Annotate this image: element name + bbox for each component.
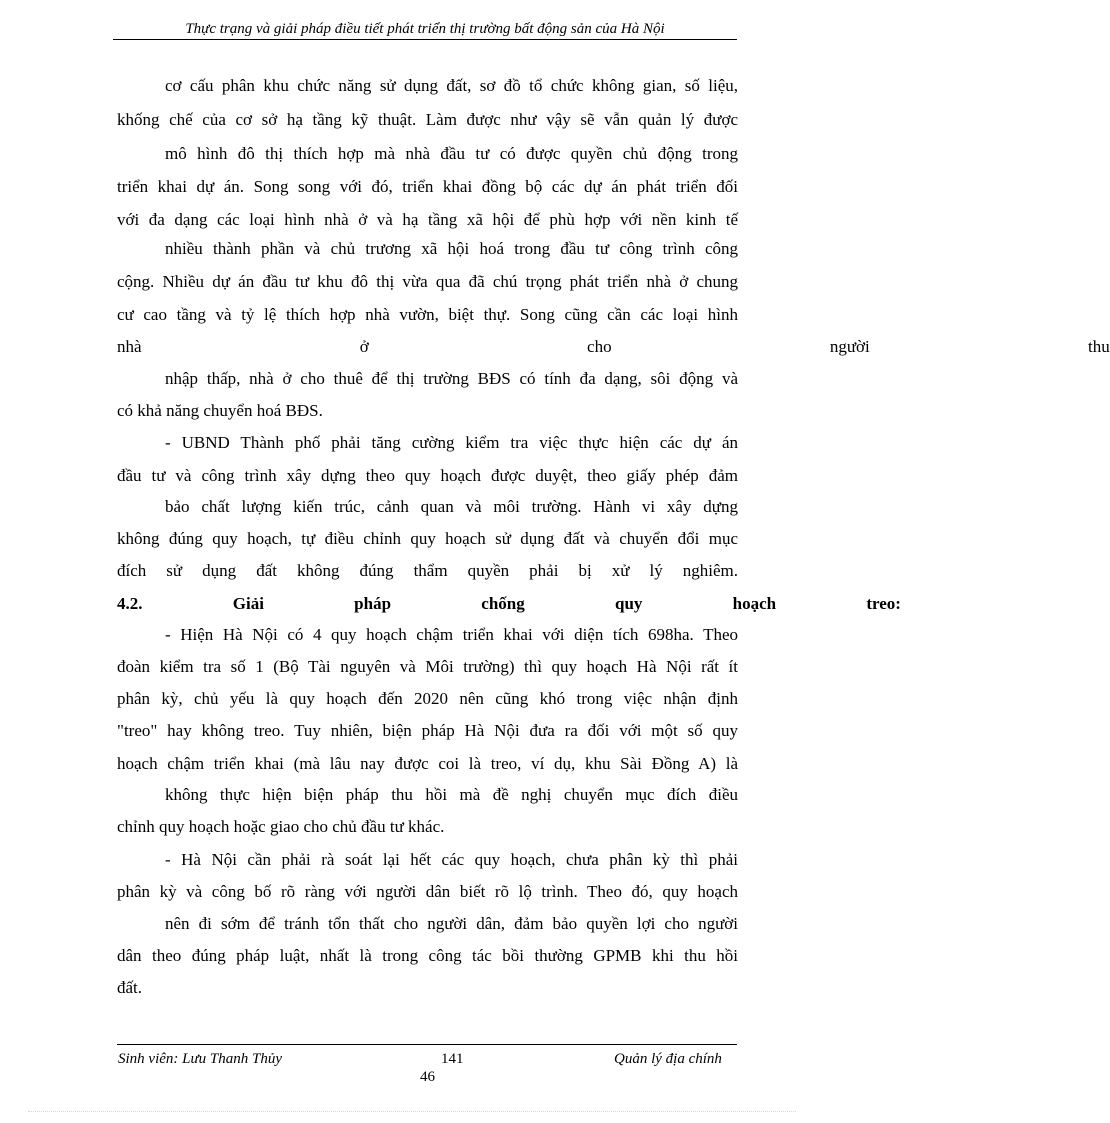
footer-sub-page: 46 bbox=[420, 1069, 435, 1085]
text-line: phân kỳ và công bố rõ ràng với người dân biết rõ lộ trình. Theo đó, quy hoạch bbox=[117, 882, 738, 901]
text-line: nhà ở cho người thu bbox=[117, 337, 1110, 356]
text-line: dân theo đúng pháp luật, nhất là trong công tác bồi thường GPMB khi thu hồi bbox=[117, 946, 738, 965]
text-line: đích sử dụng đất không đúng thẩm quyền phải bị xử lý nghiêm. bbox=[117, 561, 738, 580]
text-line: đầu tư và công trình xây dựng theo quy hoạch được duyệt, theo giấy phép đảm bbox=[117, 466, 738, 485]
text-line: triển khai dự án. Song song với đó, triển khai đồng bộ các dự án phát triển đối bbox=[117, 177, 738, 196]
text-line: bảo chất lượng kiến trúc, cảnh quan và môi trường. Hành vi xây dựng bbox=[165, 497, 738, 516]
text-line: "treo" hay không treo. Tuy nhiên, biện pháp Hà Nội đưa ra đối với một số quy bbox=[117, 721, 738, 740]
text-line: - UBND Thành phố phải tăng cường kiểm tra việc thực hiện các dự án bbox=[165, 433, 738, 452]
footer-divider bbox=[117, 1044, 737, 1045]
text-line: cơ cấu phân khu chức năng sử dụng đất, sơ đồ tổ chức không gian, số liệu, bbox=[165, 76, 738, 95]
text-line: nên đi sớm để tránh tổn thất cho người dân, đảm bảo quyền lợi cho người bbox=[165, 914, 738, 933]
text-line: hoạch chậm triển khai (mà lâu nay được coi là treo, ví dụ, khu Sài Đồng A) là bbox=[117, 754, 738, 773]
text-line: nhập thấp, nhà ở cho thuê để thị trường BĐS có tính đa dạng, sôi động và bbox=[165, 369, 738, 388]
text-line: không đúng quy hoạch, tự điều chỉnh quy hoạch sử dụng đất và chuyển đổi mục bbox=[117, 529, 738, 548]
page-bottom-dotted-line bbox=[28, 1111, 796, 1112]
text-line: - Hà Nội cần phải rà soát lại hết các quy hoạch, chưa phân kỳ thì phải bbox=[165, 850, 738, 869]
footer-student: Sinh viên: Lưu Thanh Thủy bbox=[118, 1051, 283, 1067]
text-line: - Hiện Hà Nội có 4 quy hoạch chậm triển khai với diện tích 698ha. Theo bbox=[165, 625, 738, 644]
text-line: mô hình đô thị thích hợp mà nhà đầu tư có được quyền chủ động trong bbox=[165, 144, 738, 163]
text-line: với đa dạng các loại hình nhà ở và hạ tầng xã hội để phù hợp với nền kinh tế bbox=[117, 210, 738, 229]
footer-page-number: 141 bbox=[441, 1051, 464, 1067]
text-line: chỉnh quy hoạch hoặc giao cho chủ đầu tư khác. bbox=[117, 817, 445, 836]
text-line: đất. bbox=[117, 978, 143, 997]
text-line: cộng. Nhiều dự án đầu tư khu đô thị vừa qua đã chú trọng phát triển nhà ở chung bbox=[117, 272, 738, 291]
text-line: khống chế của cơ sở hạ tầng kỹ thuật. Làm được như vậy sẽ vẫn quản lý được bbox=[117, 110, 738, 129]
section-heading: 4.2. Giải pháp chống quy hoạch treo: bbox=[117, 594, 901, 613]
text-line: phân kỳ, chủ yếu là quy hoạch đến 2020 nên cũng khó trong việc nhận định bbox=[117, 689, 738, 708]
text-line: nhiều thành phần và chủ trương xã hội hoá trong đầu tư công trình công bbox=[165, 239, 738, 258]
footer-major: Quản lý địa chính bbox=[614, 1051, 722, 1067]
header-title: Thực trạng và giải pháp điều tiết phát triển thị trường bất động sản của Hà Nội bbox=[185, 21, 665, 37]
text-line: có khả năng chuyển hoá BĐS. bbox=[117, 401, 323, 420]
text-line: không thực hiện biện pháp thu hồi mà đề nghị chuyển mục đích điều bbox=[165, 785, 738, 804]
page-header bbox=[113, 19, 737, 40]
text-line: cư cao tầng và tỷ lệ thích hợp nhà vườn, biệt thự. Song cũng cần các loại hình bbox=[117, 305, 738, 324]
text-line: đoàn kiểm tra số 1 (Bộ Tài nguyên và Môi trường) thì quy hoạch Hà Nội rất ít bbox=[117, 657, 738, 676]
